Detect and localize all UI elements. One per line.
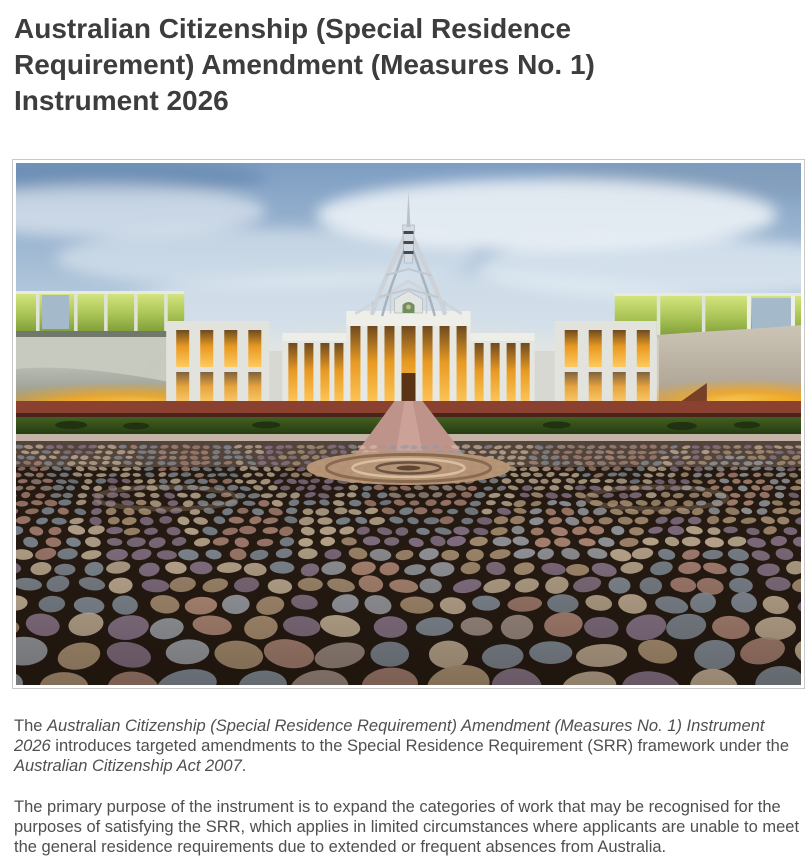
- right-window-block: [555, 321, 657, 411]
- central-mosaic-circle: [306, 451, 510, 485]
- act-title-italic: Australian Citizenship Act 2007: [14, 756, 242, 775]
- vignette: [16, 543, 801, 685]
- page-title-line: Instrument 2026: [14, 85, 229, 116]
- hero-image-frame: [12, 159, 805, 689]
- left-window-block: [166, 321, 269, 411]
- intro-text: .: [241, 756, 247, 775]
- page-title-line: Requirement) Amendment (Measures No. 1): [14, 49, 595, 80]
- instrument-title-italic: Australian Citizenship (Special Residence Requirement) Amendment (Measures No. 1) Instrument 2026: [14, 717, 765, 755]
- central-pavilion: [346, 311, 470, 411]
- intro-paragraph: [14, 717, 800, 776]
- parliament-house-photo: [16, 163, 801, 685]
- page-title-line: Australian Citizenship (Special Residence: [14, 13, 572, 44]
- page-title: [0, 0, 808, 119]
- purpose-paragraph: The primary purpose of the instrument is to expand the categories of work that may be recognised for the purposes of satisfying the SRR, which applies in limited circumstances where applicants are unable to meet the general residence requirements due to extended or frequent absences from Australia.: [14, 798, 800, 856]
- intro-text: introduces targeted amendments to the Special Residence Requirement (SRR) framework under the: [50, 736, 790, 755]
- article-body: [0, 717, 808, 858]
- intro-text: The: [14, 717, 48, 735]
